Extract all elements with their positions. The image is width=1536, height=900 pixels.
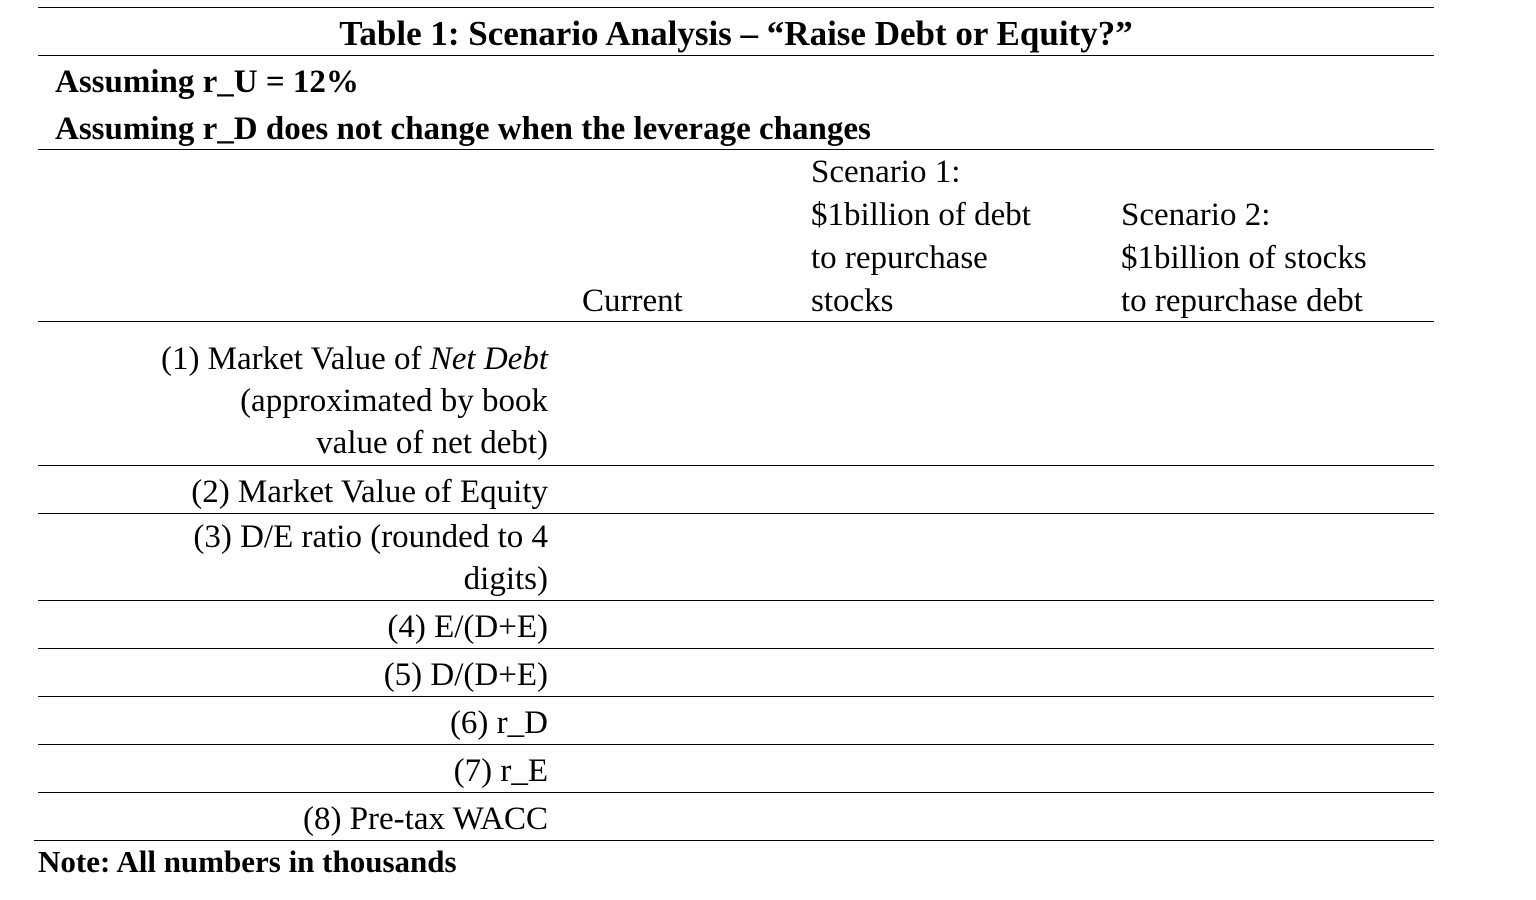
scenario-1-line-3: to repurchase (811, 240, 988, 276)
column-header-current: Current (582, 283, 683, 319)
scenario-2-line-2: $1billion of stocks (1121, 240, 1367, 276)
row-1-label-italic: Net Debt (429, 341, 548, 377)
table-title: Table 1: Scenario Analysis – “Raise Debt or Equity?” (339, 14, 1133, 53)
column-header-scenario-2 (1121, 194, 1367, 323)
row-3-label-line-2: digits) (463, 561, 548, 597)
rule-row-2 (38, 513, 1434, 514)
assumption-ru: Assuming r_U = 12% (55, 64, 359, 100)
rule-row-5 (38, 696, 1434, 697)
row-label-r-e: (7) r_E (453, 753, 548, 789)
scenario-2-line-1: Scenario 2: (1121, 197, 1271, 233)
scenario-1-line-1: Scenario 1: (811, 154, 961, 190)
rule-row-6 (38, 744, 1434, 745)
rule-row-7 (38, 792, 1434, 793)
rule-row-4 (38, 648, 1434, 649)
row-label-market-value-equity: (2) Market Value of Equity (191, 474, 548, 510)
row-1-label-line-1 (161, 338, 548, 380)
row-label-e-over-de: (4) E/(D+E) (387, 609, 548, 645)
scenario-1-line-2: $1billion of debt (811, 197, 1031, 233)
column-header-scenario-1 (811, 151, 1031, 323)
rule-bottom (34, 840, 1434, 841)
rule-row-3 (38, 600, 1434, 601)
row-label-d-over-de: (5) D/(D+E) (383, 657, 548, 693)
rule-below-title (38, 55, 1434, 56)
row-1-label-line-2: (approximated by book (240, 383, 548, 419)
row-3-label-line-1: (3) D/E ratio (rounded to 4 (193, 519, 548, 555)
row-label-pre-tax-wacc: (8) Pre-tax WACC (302, 801, 548, 837)
rule-top (38, 7, 1434, 8)
scenario-2-line-3: to repurchase debt (1121, 283, 1363, 319)
row-1-label-line-3: value of net debt) (316, 425, 548, 461)
scenario-1-line-4: stocks (811, 283, 894, 319)
table-note: Note: All numbers in thousands (38, 844, 457, 879)
assumption-rd: Assuming r_D does not change when the leverage changes (55, 111, 871, 147)
rule-row-1 (38, 465, 1434, 466)
row-1-label-prefix: (1) Market Value of (160, 341, 430, 377)
row-label-market-value-net-debt (161, 338, 548, 464)
row-label-de-ratio (193, 516, 548, 600)
row-label-r-d: (6) r_D (449, 705, 548, 741)
